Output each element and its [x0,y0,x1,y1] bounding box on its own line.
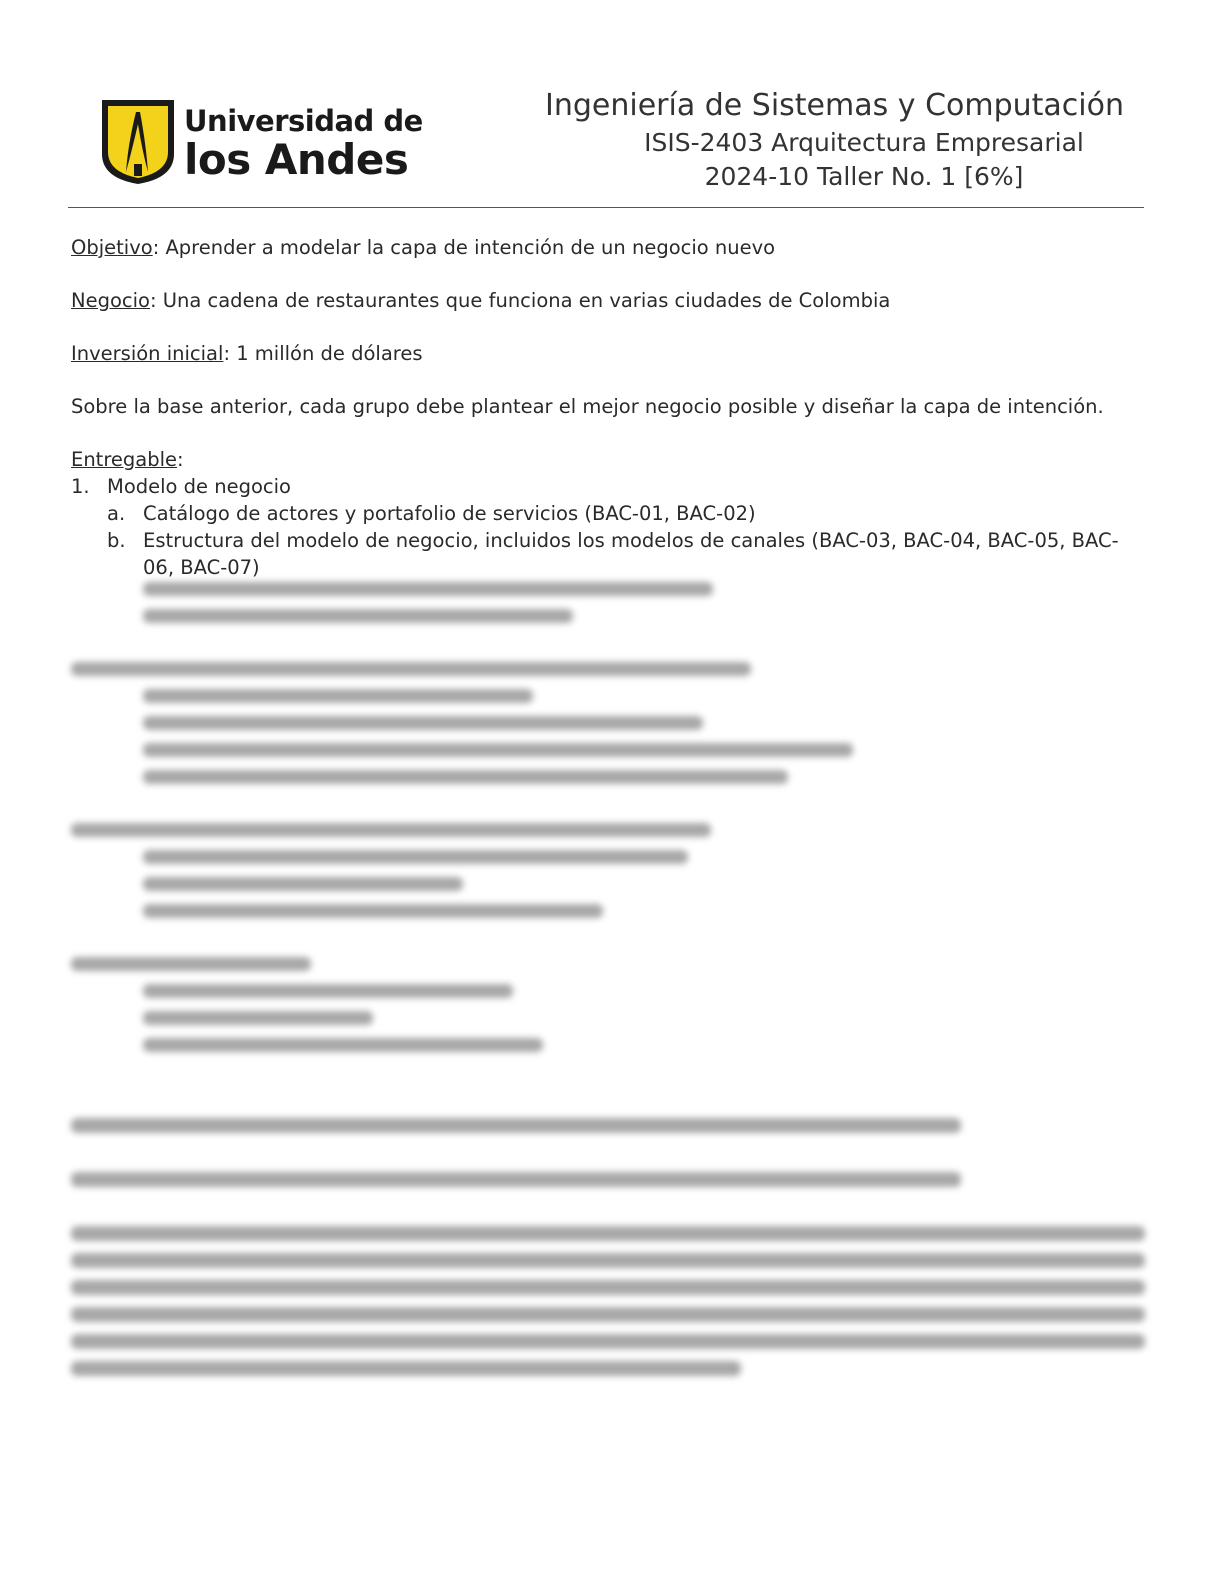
sub-list-item [71,527,1141,578]
list-number: 1. [71,475,90,498]
investment-paragraph [71,340,1141,367]
deliverable-section [71,446,1141,578]
department-title: Ingeniería de Sistemas y Computación [544,88,1124,123]
list-item [71,473,1141,500]
assignment-title: 2024-10 Taller No. 1 [6%] [704,162,1024,191]
shield-icon [98,94,178,186]
sub-list-text: Catálogo de actores y portafolio de servicios (BAC-01, BAC-02) [143,502,756,525]
deliverable-label: Entregable [71,448,178,471]
logo-line-2: los Andes [184,135,409,184]
objective-paragraph [71,234,1141,261]
logo-line-1: Universidad de [184,104,423,138]
sub-list-item [71,500,1141,527]
objective-label: Objetivo [71,236,153,259]
redacted-text-block [71,578,1147,1388]
sub-list-letter: a. [107,502,126,525]
document-header [68,86,1144,208]
business-text: : Una cadena de restaurantes que funciona en varias ciudades de Colombia [149,289,891,312]
investment-text: : 1 millón de dólares [223,342,423,365]
business-paragraph [71,287,1141,314]
course-name: ISIS-2403 Arquitectura Empresarial [644,128,1084,157]
list-item-text: Modelo de negocio [107,475,291,498]
sub-list-text-clipped [143,527,1141,578]
university-logo [98,94,423,186]
sub-list-text: Estructura del modelo de negocio, incluidos los modelos de canales (BAC-03, BAC-04, BAC-05, BAC-06, BAC-07) [143,529,1119,578]
header-divider [68,207,1144,208]
course-info [484,86,1124,194]
business-label: Negocio [71,289,150,312]
redacted-content [71,578,1141,1388]
instruction-paragraph: Sobre la base anterior, cada grupo debe plantear el mejor negocio posible y diseñar la capa de intención. [71,395,1104,418]
objective-text: : Aprender a modelar la capa de intención de un negocio nuevo [152,236,776,259]
sub-list-letter: b. [107,529,126,552]
document-body [71,234,1141,1388]
investment-label: Inversión inicial [71,342,224,365]
deliverable-colon: : [177,448,184,471]
